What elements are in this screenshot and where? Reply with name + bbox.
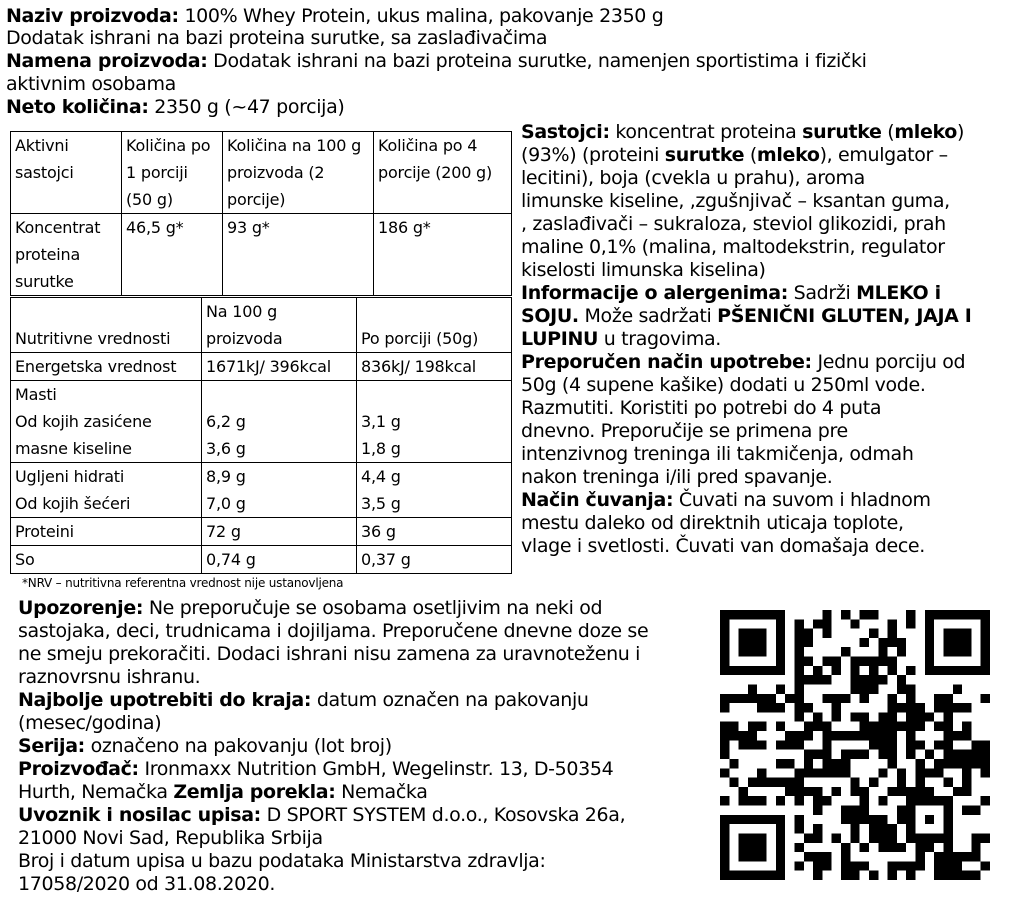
importer-line: Uvoznik i nosilac upisa: D SPORT SYSTEM d.o.o., Kosovska 26a, [18, 804, 626, 826]
nutrient-label: Energetska vrednost [11, 353, 202, 381]
table-row [11, 381, 512, 463]
registration-line: 17058/2020 od 31.08.2020. [18, 873, 276, 895]
allergen-line: SOJU. Može sadržati PŠENIČNI GLUTEN, JAJA I [521, 305, 972, 327]
active-ingredients-table [10, 131, 512, 296]
nutrient-label: Ugljeni hidrati Od kojih šećeri [11, 463, 202, 518]
allergen-line: Informacije o alergenima: Sadrži MLEKO i [521, 282, 941, 304]
warning-line: raznovrsnu ishranu. [18, 666, 201, 688]
ingredients-line: Sastojci: koncentrat proteina surutke (mleko) [521, 121, 965, 143]
best-before-line: Najbolje upotrebiti do kraja: datum označen na pakovanju [18, 689, 589, 711]
warning-line: ne smeju prekoračiti. Dodaci ishrani nisu zamena za uravnoteženu i [18, 643, 641, 665]
registration-line: Broj i datum upisa u bazu podataka Ministarstva zdravlja: [18, 850, 546, 872]
product-purpose-line: Namena proizvoda: Dodatak ishrani na bazi proteina surutke, namenjen sportistima i fizički [6, 50, 867, 72]
storage-line: vlage i svetlosti. Čuvati van domašaja dece. [521, 535, 925, 557]
storage-line: Način čuvanja: Čuvati na suvom i hladnom [521, 489, 931, 511]
table-cell: 186 g* [374, 214, 512, 296]
nutrient-value-portion: 4,4 g 3,5 g [357, 463, 512, 518]
ingredients-line: lecitini), boja (cvekla u prahu), aroma [521, 167, 865, 189]
nutrient-value-100g: 0,74 g [202, 546, 357, 574]
ingredients-line: maline 0,1% (malina, maltodekstrin, regulator [521, 236, 945, 258]
nutrient-value-100g: 72 g [202, 518, 357, 546]
warning-line: sastojaka, deci, trudnicama i dojiljama. Preporučene dnevne doze se [18, 620, 649, 642]
lot-line: Serija: označeno na pakovanju (lot broj) [18, 735, 392, 757]
nutrient-label: Proteini [11, 518, 202, 546]
usage-line: nakon treninga i/ili pred spavanje. [521, 466, 833, 488]
table-row [11, 546, 512, 574]
usage-line: dnevno. Preporučije se primena pre [521, 420, 848, 442]
ingredients-line: kiselosti limunska kiselina) [521, 259, 766, 281]
table-row [11, 353, 512, 381]
nutrition-table [10, 297, 512, 574]
net-quantity-line: Neto količina: 2350 g (~47 porcija) [6, 96, 345, 118]
usage-line: 50g (4 supene kašike) dodati u 250ml vode. [521, 374, 926, 396]
table-header-cell: Količina po 1 porciji (50 g) [122, 132, 223, 214]
nutrient-value-portion: 836kJ/ 198kcal [357, 353, 512, 381]
table-cell: 46,5 g* [122, 214, 223, 296]
qr-code-icon [720, 610, 990, 880]
table-header-cell: Po porciji (50g) [357, 298, 512, 353]
table-header-cell: Nutritivne vrednosti [11, 298, 202, 353]
manufacturer-line: Proizvođač: Ironmaxx Nutrition GmbH, Wegelinstr. 13, D-50354 [18, 758, 614, 780]
usage-line: Preporučen način upotrebe: Jednu porciju od [521, 351, 966, 373]
table-header-cell: Količina na 100 g proizvoda (2 porcije) [223, 132, 374, 214]
storage-line: mestu daleko od direktnih uticaja toplote, [521, 512, 904, 534]
nutrient-value-portion: 36 g [357, 518, 512, 546]
origin-line: Hurth, Nemačka Zemlja porekla: Nemačka [18, 781, 428, 803]
ingredients-line: (93%) (proteini surutke (mleko), emulgator – [521, 144, 948, 166]
table-cell: 93 g* [223, 214, 374, 296]
table-row [11, 463, 512, 518]
ingredients-line: limunske kiseline, ,zgušnjivač – ksantan guma, [521, 190, 950, 212]
usage-line: intenzivnog treninga ili takmičenja, odmah [521, 443, 914, 465]
table-row-label: Koncentrat proteina surutke [11, 214, 122, 296]
table-header-cell: Aktivni sastojci [11, 132, 122, 214]
product-description-line: Dodatak ishrani na bazi proteina surutke, sa zaslađivačima [6, 27, 548, 49]
table-header-cell: Količina po 4 porcije (200 g) [374, 132, 512, 214]
table-header-cell: Na 100 g proizvoda [202, 298, 357, 353]
nutrient-label: So [11, 546, 202, 574]
product-name-line: Naziv proizvoda: 100% Whey Protein, ukus malina, pakovanje 2350 g [6, 5, 664, 27]
nutrient-label: Masti Od kojih zasićene masne kiseline [11, 381, 202, 463]
ingredients-line: , zaslađivači – sukraloza, steviol glikozidi, prah [521, 213, 946, 235]
nutrient-value-portion: 3,1 g 1,8 g [357, 381, 512, 463]
nrv-footnote: *NRV – nutritivna referentna vrednost nije ustanovljena [22, 576, 344, 590]
best-before-line: (mesec/godina) [18, 712, 162, 734]
warning-line: Upozorenje: Ne preporučuje se osobama osetljivim na neki od [18, 597, 603, 619]
table-row [11, 518, 512, 546]
nutrient-value-100g: 6,2 g 3,6 g [202, 381, 357, 463]
nutrient-value-100g: 1671kJ/ 396kcal [202, 353, 357, 381]
nutrient-value-100g: 8,9 g 7,0 g [202, 463, 357, 518]
importer-address-line: 21000 Novi Sad, Republika Srbija [18, 827, 323, 849]
allergen-line: LUPINU u tragovima. [521, 328, 721, 350]
nutrient-value-portion: 0,37 g [357, 546, 512, 574]
product-purpose-continued: aktivnim osobama [6, 73, 176, 95]
usage-line: Razmutiti. Koristiti po potrebi do 4 puta [521, 397, 882, 419]
